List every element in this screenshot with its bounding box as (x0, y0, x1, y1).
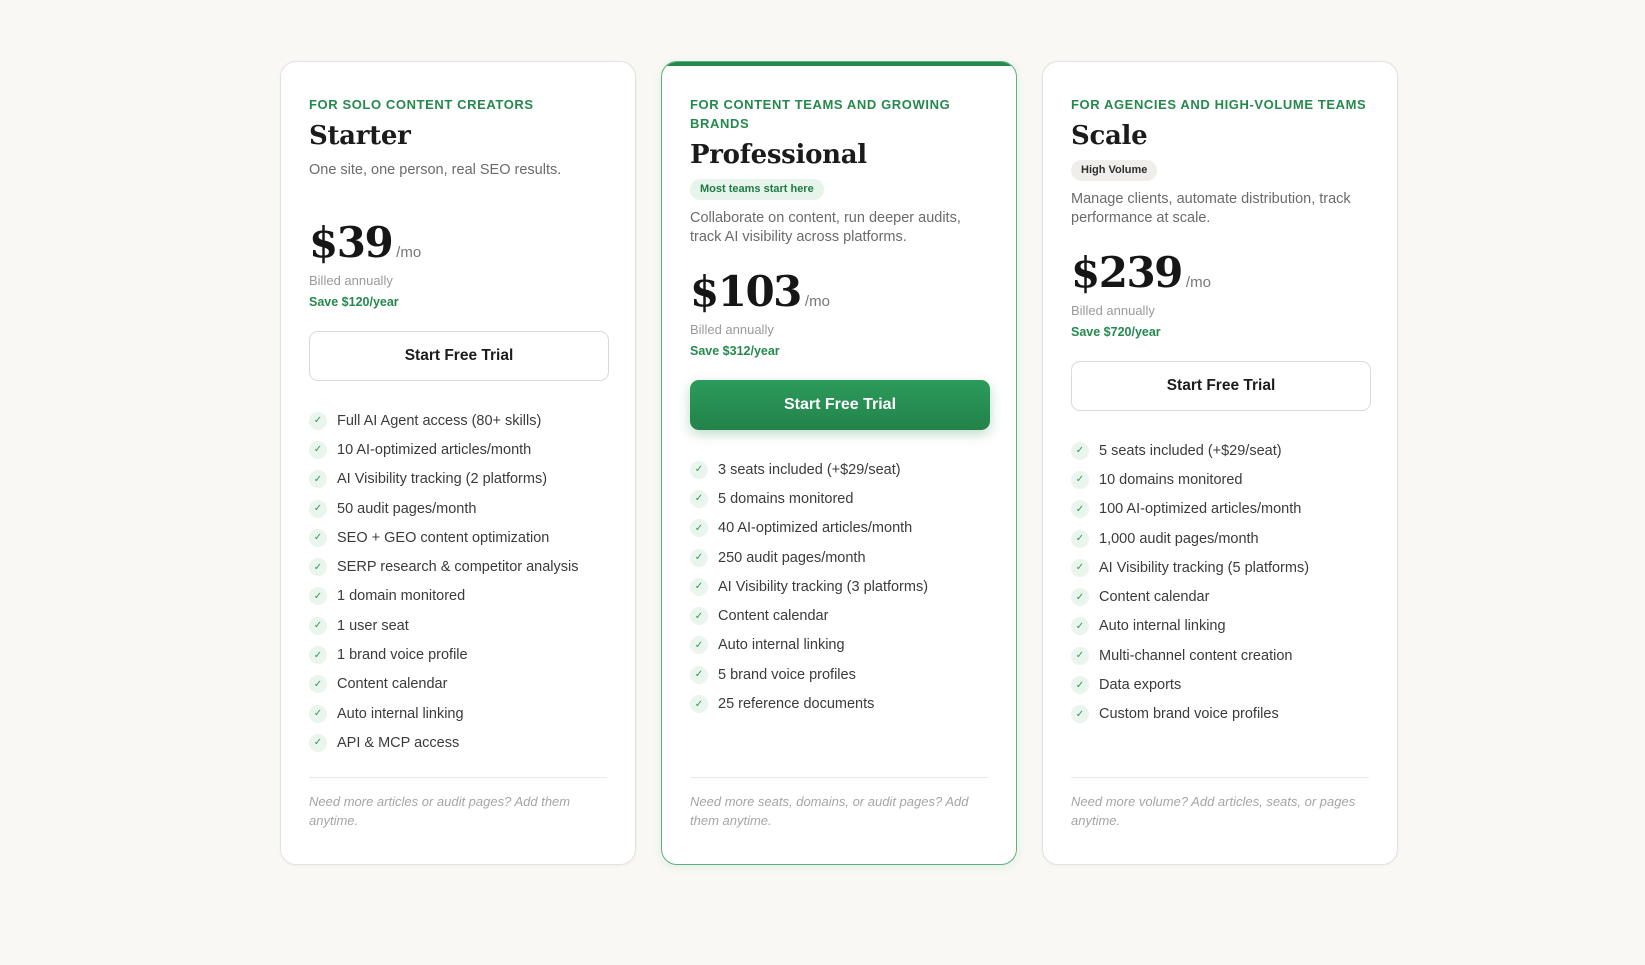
feature-label: 10 domains monitored (1099, 471, 1243, 488)
check-icon: ✓ (1071, 500, 1089, 518)
feature-item (690, 660, 988, 689)
feature-label: 3 seats included (+$29/seat) (718, 461, 901, 478)
check-icon: ✓ (1071, 617, 1089, 635)
check-icon: ✓ (1071, 588, 1089, 606)
feature-label: 250 audit pages/month (718, 549, 866, 566)
feature-item (690, 572, 988, 601)
feature-label: Auto internal linking (1099, 618, 1226, 635)
check-icon: ✓ (309, 705, 327, 723)
plan-card-professional (661, 61, 1017, 865)
feature-item (309, 728, 607, 757)
feature-label: Auto internal linking (718, 637, 845, 654)
feature-label: 5 domains monitored (718, 490, 854, 507)
feature-item (1071, 612, 1369, 641)
check-icon: ✓ (690, 578, 708, 596)
feature-item (309, 582, 607, 611)
check-icon: ✓ (309, 500, 327, 518)
feature-label: 5 seats included (+$29/seat) (1099, 442, 1282, 459)
feature-label: 10 AI-optimized articles/month (337, 441, 532, 458)
check-icon: ✓ (309, 646, 327, 664)
feature-item (309, 465, 607, 494)
billing-note: Billed annually (690, 322, 774, 337)
plan-audience-tag: FOR AGENCIES AND HIGH-VOLUME TEAMS (1071, 97, 1367, 112)
savings-note: Save $720/year (1071, 325, 1161, 339)
check-icon: ✓ (1071, 676, 1089, 694)
feature-item (690, 601, 988, 630)
billing-note: Billed annually (1071, 303, 1155, 318)
plan-description: Manage clients, automate distribution, track performance at scale. (1071, 191, 1351, 226)
feature-label: Custom brand voice profiles (1099, 706, 1279, 723)
feature-label: 1 user seat (337, 617, 409, 634)
addon-footnote: Need more volume? Add articles, seats, or pages anytime. (1071, 794, 1356, 828)
addon-footnote: Need more articles or audit pages? Add them anytime. (309, 794, 571, 828)
feature-label: AI Visibility tracking (3 platforms) (718, 578, 929, 595)
check-icon: ✓ (690, 636, 708, 654)
feature-item (690, 455, 988, 484)
feature-label: Content calendar (718, 608, 829, 625)
recommended-badge: Most teams start here (690, 179, 824, 200)
feature-list (690, 455, 988, 719)
start-free-trial-button[interactable]: Start Free Trial (309, 331, 609, 381)
feature-item (309, 494, 607, 523)
feature-item (1071, 436, 1369, 465)
plan-name: Starter (309, 121, 411, 151)
feature-item (1071, 524, 1369, 553)
check-icon: ✓ (690, 695, 708, 713)
feature-item (309, 435, 607, 464)
check-icon: ✓ (690, 549, 708, 567)
feature-item (309, 611, 607, 640)
check-icon: ✓ (309, 558, 327, 576)
feature-item (690, 631, 988, 660)
check-icon: ✓ (309, 675, 327, 693)
feature-item (309, 406, 607, 435)
feature-item (690, 484, 988, 513)
check-icon: ✓ (690, 666, 708, 684)
check-icon: ✓ (1071, 530, 1089, 548)
feature-item (1071, 465, 1369, 494)
check-icon: ✓ (309, 412, 327, 430)
plan-price: $239 (1071, 248, 1182, 297)
plan-name: Scale (1071, 121, 1148, 151)
feature-label: Auto internal linking (337, 705, 464, 722)
check-icon: ✓ (1071, 559, 1089, 577)
feature-item (309, 523, 607, 552)
plan-description: Collaborate on content, run deeper audits, track AI visibility across platforms. (690, 210, 961, 245)
feature-item (309, 699, 607, 728)
feature-item (690, 689, 988, 718)
plan-card-scale (1042, 61, 1398, 865)
feature-item (690, 514, 988, 543)
price-row (1071, 248, 1369, 298)
feature-item (1071, 641, 1369, 670)
feature-label: Content calendar (337, 676, 448, 693)
feature-label: 40 AI-optimized articles/month (718, 520, 913, 537)
feature-label: 100 AI-optimized articles/month (1099, 501, 1302, 518)
feature-item (690, 543, 988, 572)
check-icon: ✓ (690, 607, 708, 625)
check-icon: ✓ (1071, 705, 1089, 723)
feature-label: 5 brand voice profiles (718, 666, 856, 683)
feature-label: Data exports (1099, 677, 1182, 694)
addon-footnote: Need more seats, domains, or audit pages? Add them anytime. (690, 794, 969, 828)
feature-label: API & MCP access (337, 734, 460, 751)
check-icon: ✓ (309, 441, 327, 459)
feature-item (1071, 670, 1369, 699)
feature-label: 50 audit pages/month (337, 500, 477, 517)
check-icon: ✓ (690, 490, 708, 508)
feature-label: 1,000 audit pages/month (1099, 530, 1259, 547)
feature-label: 1 brand voice profile (337, 647, 468, 664)
plan-audience-tag: FOR SOLO CONTENT CREATORS (309, 97, 534, 112)
plan-name: Professional (690, 140, 867, 170)
check-icon: ✓ (690, 461, 708, 479)
price-row (690, 267, 988, 317)
check-icon: ✓ (1071, 442, 1089, 460)
feature-item (1071, 495, 1369, 524)
start-free-trial-button[interactable]: Start Free Trial (690, 380, 990, 430)
feature-list (309, 406, 607, 758)
feature-item (309, 640, 607, 669)
feature-item (1071, 700, 1369, 729)
check-icon: ✓ (309, 734, 327, 752)
check-icon: ✓ (309, 529, 327, 547)
price-period: /mo (804, 293, 830, 310)
feature-item (309, 670, 607, 699)
feature-label: SEO + GEO content optimization (337, 529, 550, 546)
savings-note: Save $312/year (690, 344, 780, 358)
check-icon: ✓ (1071, 471, 1089, 489)
plan-card-starter (280, 61, 636, 865)
feature-list (1071, 436, 1369, 729)
feature-label: AI Visibility tracking (5 platforms) (1099, 559, 1310, 576)
feature-label: Multi-channel content creation (1099, 647, 1293, 664)
feature-label: Content calendar (1099, 589, 1210, 606)
feature-label: 1 domain monitored (337, 588, 466, 605)
feature-label: Full AI Agent access (80+ skills) (337, 412, 542, 429)
plan-price: $103 (690, 267, 801, 316)
check-icon: ✓ (690, 519, 708, 537)
divider (690, 777, 988, 778)
volume-badge: High Volume (1071, 160, 1157, 181)
feature-label: SERP research & competitor analysis (337, 559, 579, 576)
price-period: /mo (396, 244, 422, 261)
check-icon: ✓ (309, 587, 327, 605)
pricing-cards (280, 61, 1398, 865)
start-free-trial-button[interactable]: Start Free Trial (1071, 361, 1371, 411)
divider (1071, 777, 1369, 778)
savings-note: Save $120/year (309, 295, 399, 309)
price-row (309, 218, 607, 268)
check-icon: ✓ (1071, 647, 1089, 665)
feature-label: AI Visibility tracking (2 platforms) (337, 471, 548, 488)
plan-description: One site, one person, real SEO results. (309, 162, 562, 178)
plan-audience-tag: FOR CONTENT TEAMS AND GROWING BRANDS (690, 97, 951, 131)
feature-item (1071, 582, 1369, 611)
billing-note: Billed annually (309, 273, 393, 288)
feature-item (1071, 553, 1369, 582)
divider (309, 777, 607, 778)
check-icon: ✓ (309, 470, 327, 488)
feature-item (309, 552, 607, 581)
plan-price: $39 (309, 218, 393, 267)
check-icon: ✓ (309, 617, 327, 635)
feature-label: 25 reference documents (718, 696, 875, 713)
price-period: /mo (1185, 274, 1211, 291)
